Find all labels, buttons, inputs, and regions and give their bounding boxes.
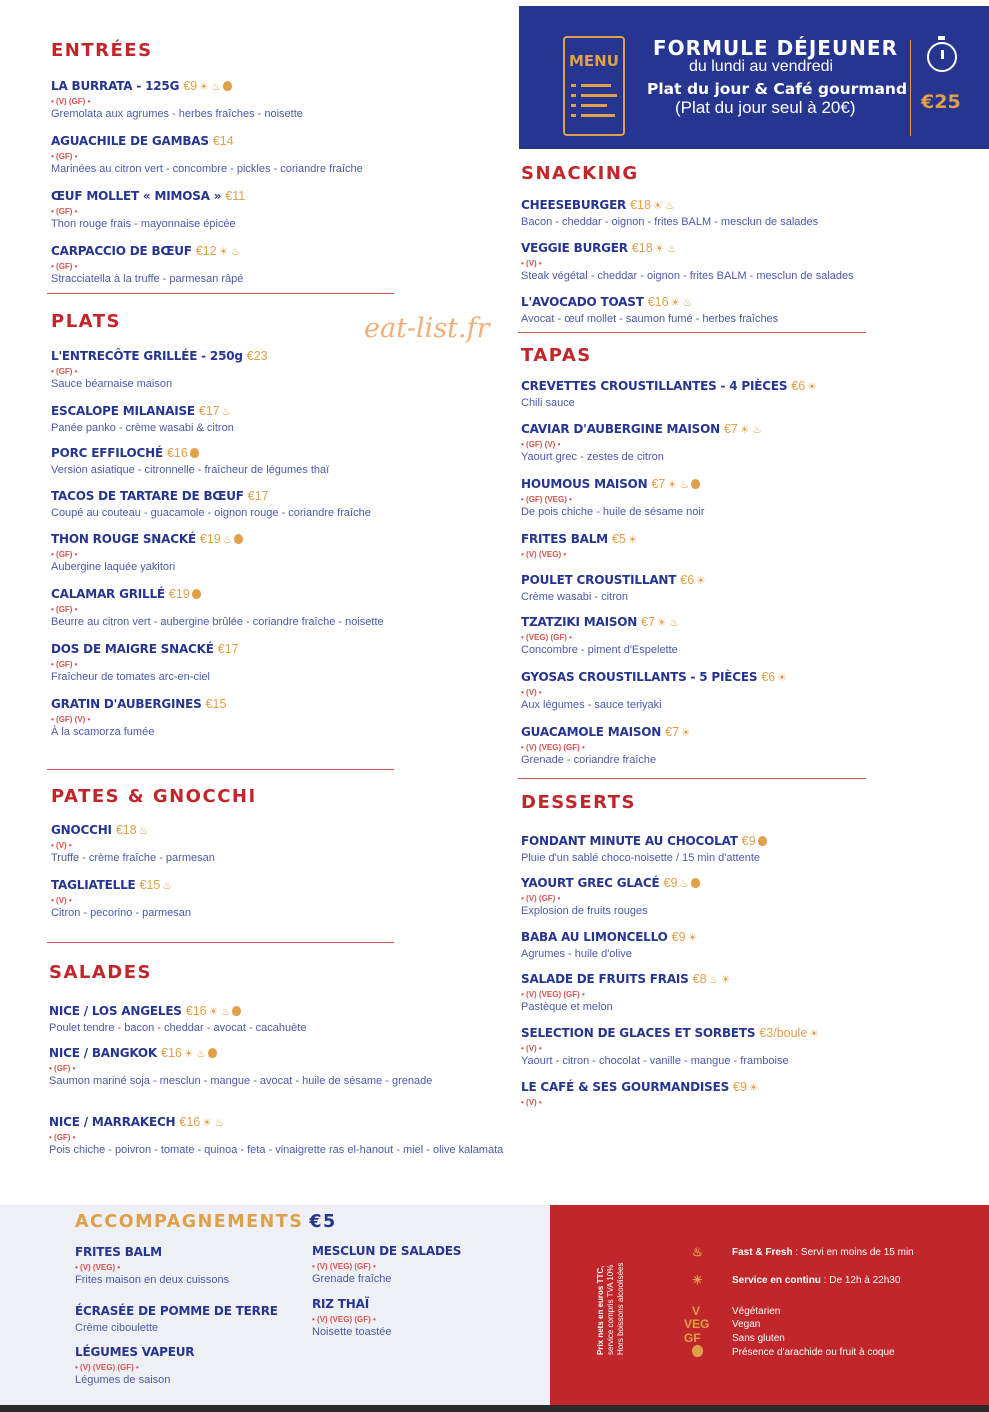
menu-item-gyosas-croustillants-5-pieces: [521, 668, 787, 711]
item-description: Pluie d'un sablé choco-noisette / 15 min d'attente: [521, 852, 761, 864]
item-name: TACOS DE TARTARE DE BŒUF: [51, 489, 244, 503]
item-name: VEGGIE BURGER: [521, 241, 628, 255]
section-title-pates: PATES & GNOCCHI: [51, 786, 257, 807]
item-description: Thon rouge frais - mayonnaise épicée: [51, 218, 236, 230]
item-description: Coupé au couteau - guacamole - oignon rouge - coriandre fraîche: [51, 507, 371, 519]
item-description: Aubergine laquée yakitori: [51, 561, 176, 573]
item-price: €6: [680, 573, 695, 587]
item-price: €16: [185, 1004, 207, 1018]
item-description: Avocat - œuf mollet - saumon fumé - herbes fraîches: [521, 313, 779, 325]
menu-item-tacos-de-tartare-de-b-uf: [51, 487, 371, 519]
side-item-legumes-vapeur: [75, 1343, 194, 1386]
service-icons: ☀: [627, 534, 638, 546]
service-icons: ☀ ♨: [739, 424, 762, 436]
item-name: ŒUF MOLLET « MIMOSA »: [51, 189, 222, 203]
divider: [47, 769, 394, 770]
item-description: À la scamorza fumée: [51, 726, 155, 738]
item-tags: • (V) •: [521, 1044, 542, 1053]
nut-icon: [234, 534, 243, 544]
service-icons: ☀: [687, 932, 697, 944]
item-tags: • (V) (VEG) (GF) •: [312, 1262, 376, 1271]
timer-icon: [927, 42, 957, 72]
item-tags: • (GF) •: [51, 207, 78, 216]
item-tags: • (GF) •: [49, 1064, 76, 1073]
section-title-desserts: DESSERTS: [521, 792, 636, 813]
item-description: Agrumes - huile d'olive: [521, 948, 632, 960]
item-price: €19: [199, 532, 221, 546]
item-price: €7: [665, 725, 680, 739]
menu-item-veggie-burger: [521, 239, 854, 282]
item-name: LE CAFÉ & SES GOURMANDISES: [521, 1080, 730, 1094]
menu-item-l-entrecote-grillee-250g: [51, 347, 268, 390]
menu-item-gratin-d-aubergines: [51, 695, 226, 738]
service-icons: ☀ ♨: [654, 243, 677, 255]
item-description: Légumes de saison: [75, 1374, 171, 1386]
accompagnements-price: €5: [309, 1212, 337, 1232]
divider: [47, 942, 394, 943]
legend-text: Fast & Fresh : Servi en moins de 15 min: [732, 1247, 914, 1258]
item-description: Steak végétal - cheddar - oignon - frites BALM - mesclun de salades: [521, 270, 854, 282]
divider: [518, 778, 866, 779]
service-icons: ☀: [809, 1028, 819, 1040]
item-price: €15: [205, 697, 227, 711]
menu-item-nice-marrakech: [49, 1113, 503, 1156]
section-title-tapas: TAPAS: [521, 345, 592, 366]
item-description: Chili sauce: [521, 397, 575, 409]
nut-icon: [190, 448, 199, 458]
item-name: FONDANT MINUTE AU CHOCOLAT: [521, 834, 738, 848]
item-price: €23: [246, 349, 268, 363]
menu-item-thon-rouge-snacke: [51, 530, 243, 573]
price-notice: Prix nets en euros TTC, service compris TVA 10% Hors boissons alcoolisées: [596, 1262, 625, 1355]
formule-line1: Plat du jour & Café gourmand: [647, 80, 908, 98]
service-icons: ♨: [679, 878, 689, 890]
menu-item-selection-de-glaces-et-sorbets: [521, 1024, 819, 1067]
item-tags: • (GF) •: [51, 660, 78, 669]
formule-subtitle: du lundi au vendredi: [689, 58, 834, 75]
item-price: €3/boule: [759, 1026, 808, 1040]
item-tags: • (V) (VEG) (GF) •: [312, 1315, 376, 1324]
item-description: Noisette toastée: [312, 1326, 392, 1338]
item-name: MESCLUN DE SALADES: [312, 1244, 462, 1258]
formule-price: €25: [921, 91, 961, 113]
service-icons: ☀: [748, 1082, 759, 1094]
item-description: De pois chiche - huile de sésame noir: [521, 506, 705, 518]
menu-card-icon: [563, 36, 625, 136]
item-tags: • (GF) •: [51, 550, 78, 559]
menu-item-caviar-d-aubergine-maison: [521, 420, 762, 463]
service-icons: ☀ ♨: [218, 246, 241, 258]
item-tags: • (GF) (V) •: [521, 440, 561, 449]
item-price: €17: [217, 642, 239, 656]
menu-item-baba-au-limoncello: [521, 928, 697, 960]
item-tags: • (V) •: [51, 896, 72, 905]
item-tags: • (V) •: [521, 259, 542, 268]
service-icons: ♨: [221, 406, 232, 418]
menu-item-l-avocado-toast: [521, 293, 778, 325]
service-icons: ☀: [807, 381, 817, 393]
item-price: €9: [183, 79, 198, 93]
section-title-salades: SALADES: [49, 962, 152, 983]
menu-item-tzatziki-maison: [521, 613, 679, 656]
item-description: Citron - pecorino - parmesan: [51, 907, 192, 919]
item-tags: • (GF) •: [51, 367, 78, 376]
menu-item-guacamole-maison: [521, 723, 690, 766]
item-name: SALADE DE FRUITS FRAIS: [521, 972, 689, 986]
item-description: Poulet tendre - bacon - cheddar - avocat - cacahuète: [49, 1022, 307, 1034]
section-title-snacking: SNACKING: [521, 163, 639, 184]
item-name: LA BURRATA - 125G: [51, 79, 180, 93]
item-tags: • (GF) (VEG) •: [521, 495, 572, 504]
item-name: ÉCRASÉE DE POMME DE TERRE: [75, 1304, 278, 1318]
item-name: GNOCCHI: [51, 823, 112, 837]
item-tags: • (V) (VEG) •: [75, 1263, 121, 1272]
item-price: €6: [761, 670, 776, 684]
item-name: POULET CROUSTILLANT: [521, 573, 677, 587]
legend-band: [550, 1205, 989, 1412]
item-description: Concombre - piment d'Espelette: [521, 644, 678, 656]
menu-item-le-cafe-ses-gourmandises: [521, 1078, 758, 1107]
item-tags: • (V) (GF) •: [51, 97, 91, 106]
item-price: €9: [671, 930, 686, 944]
gluten-free-symbol: GF: [684, 1331, 701, 1345]
legend-text: Sans gluten: [732, 1333, 785, 1344]
section-title-entrees: ENTRÉES: [51, 40, 153, 61]
item-tags: • (V) (GF) •: [521, 894, 561, 903]
item-name: L'ENTRECÔTE GRILLÉE - 250g: [51, 349, 243, 363]
item-price: €19: [168, 587, 190, 601]
service-icons: ♨: [162, 880, 172, 892]
item-price: €16: [166, 446, 188, 460]
item-price: €18: [115, 823, 137, 837]
item-description: Pois chiche - poivron - tomate - quinoa - feta - vinaigrette ras el-hanout - miel - olive kalamata: [49, 1144, 504, 1156]
item-description: Grenade - coriandre fraîche: [521, 754, 657, 766]
item-name: GYOSAS CROUSTILLANTS - 5 PIÈCES: [521, 670, 758, 684]
item-name: RIZ THAÏ: [312, 1297, 369, 1311]
item-tags: • (V) (VEG) (GF) •: [75, 1363, 139, 1372]
menu-item-nice-bangkok: [49, 1044, 432, 1087]
item-price: €16: [161, 1046, 182, 1060]
item-name: L'AVOCADO TOAST: [521, 295, 644, 309]
item-description: Panée panko - crème wasabi & citron: [51, 422, 234, 434]
nut-icon: [208, 1048, 217, 1058]
item-name: TAGLIATELLE: [51, 878, 136, 892]
side-item-mesclun-de-salades: [312, 1242, 461, 1285]
item-description: Version asiatique - citronnelle - fraîcheur de légumes thaï: [51, 464, 330, 476]
item-name: HOUMOUS MAISON: [521, 477, 648, 491]
service-icons: ☀ ♨: [183, 1048, 206, 1060]
nut-icon: [232, 1006, 241, 1016]
item-name: DOS DE MAIGRE SNACKÉ: [51, 642, 214, 656]
item-description: Explosion de fruits rouges: [521, 905, 648, 917]
nut-icon: [691, 479, 700, 489]
nut-icon: [691, 878, 700, 888]
item-price: €9: [733, 1080, 747, 1094]
service-icons: ♨ ☀: [708, 974, 731, 986]
item-name: CARPACCIO DE BŒUF: [51, 244, 192, 258]
vegan-symbol: VEG: [684, 1317, 710, 1331]
menu-item-houmous-maison: [521, 475, 704, 518]
menu-item-porc-effiloche: [51, 444, 329, 476]
menu-item-frites-balm: [521, 530, 637, 559]
item-tags: • (V) (VEG) (GF) •: [521, 990, 585, 999]
item-description: Truffe - crème fraîche - parmesan: [51, 852, 215, 864]
formule-line2: (Plat du jour seul à 20€): [675, 98, 856, 117]
divider: [518, 332, 866, 333]
item-description: Crème wasabi - citron: [521, 591, 628, 603]
item-name: CALAMAR GRILLÉ: [51, 587, 165, 601]
item-tags: • (V) •: [51, 841, 72, 850]
item-name: CREVETTES CROUSTILLANTES - 4 PIÈCES: [521, 379, 788, 393]
vegetarian-symbol: V: [692, 1304, 701, 1318]
item-price: €16: [647, 295, 669, 309]
item-price: €17: [198, 404, 220, 418]
item-description: Aux légumes - sauce teriyaki: [521, 699, 662, 711]
item-description: Yaourt - citron - chocolat - vanille - mangue - framboise: [521, 1055, 789, 1067]
side-item-ecrasee-de-pomme-de-terre: [75, 1302, 278, 1334]
menu-item-uf-mollet-mimosa: [51, 187, 245, 230]
item-tags: • (V) (VEG) •: [521, 550, 567, 559]
service-icons: ♨: [222, 534, 233, 546]
service-icons: ☀ ♨: [657, 617, 679, 629]
formule-dejeuner-banner: [519, 6, 989, 149]
item-tags: • (VEG) (GF) •: [521, 633, 572, 642]
item-description: Crème ciboulette: [75, 1322, 159, 1334]
item-name: AGUACHILE DE GAMBAS: [51, 134, 209, 148]
legend-text: Service en continu : De 12h à 22h30: [732, 1275, 901, 1286]
legend-text: Vegan: [732, 1319, 761, 1330]
service-icons: ♨: [138, 825, 149, 837]
item-price: €15: [139, 878, 161, 892]
item-price: €8: [692, 972, 707, 986]
legend-text: Végétarien: [732, 1306, 781, 1317]
item-description: Fraîcheur de tomates arc-en-ciel: [51, 671, 210, 683]
item-price: €7: [651, 477, 666, 491]
service-icons: ☀ ♨: [652, 200, 675, 212]
item-tags: • (GF) (V) •: [51, 715, 91, 724]
nut-icon: [692, 1345, 703, 1359]
item-description: Grenade fraîche: [312, 1273, 392, 1285]
item-name: SELECTION DE GLACES ET SORBETS: [521, 1026, 756, 1040]
item-tags: • (GF) •: [49, 1133, 76, 1142]
nut-icon: [192, 589, 201, 599]
item-tags: • (GF) •: [51, 605, 78, 614]
menu-item-gnocchi: [51, 821, 215, 864]
nut-icon: [758, 836, 767, 846]
item-name: YAOURT GREC GLACÉ: [521, 876, 660, 890]
accompagnements-title: ACCOMPAGNEMENTS €5: [75, 1212, 337, 1232]
item-name: TZATZIKI MAISON: [521, 615, 638, 629]
side-item-frites-balm: [75, 1243, 229, 1286]
fast-fresh-icon: ♨: [692, 1245, 703, 1259]
menu-item-calamar-grille: [51, 585, 384, 628]
bottom-bar: [0, 1405, 989, 1412]
item-description: Stracciatella à la truffe - parmesan râpé: [51, 273, 244, 285]
item-name: NICE / MARRAKECH: [49, 1115, 176, 1129]
legend-text: Présence d'arachide ou fruit à coque: [732, 1347, 895, 1358]
item-price: €5: [611, 532, 626, 546]
service-icons: ☀ ♨: [199, 81, 221, 93]
item-price: €12: [195, 244, 217, 258]
menu-item-poulet-croustillant: [521, 571, 706, 603]
item-description: Marinées au citron vert - concombre - pickles - coriandre fraîche: [51, 163, 363, 175]
item-name: GUACAMOLE MAISON: [521, 725, 662, 739]
menu-item-la-burrata-125g: [51, 77, 303, 120]
item-name: THON ROUGE SNACKÉ: [51, 532, 196, 546]
item-price: €6: [791, 379, 806, 393]
item-name: GRATIN D'AUBERGINES: [51, 697, 202, 711]
service-icons: ☀ ♨: [202, 1117, 225, 1129]
menu-item-fondant-minute-au-chocolat: [521, 832, 767, 864]
item-name: NICE / BANGKOK: [49, 1046, 158, 1060]
side-item-riz-thai: [312, 1295, 392, 1338]
item-tags: • (GF) •: [51, 152, 78, 161]
service-icons: ☀ ♨: [667, 479, 690, 491]
sun-icon: ☀: [692, 1273, 703, 1287]
item-price: €7: [641, 615, 656, 629]
item-name: PORC EFFILOCHÉ: [51, 446, 163, 460]
watermark: eat-list.fr: [364, 313, 490, 344]
item-price: €9: [663, 876, 678, 890]
item-tags: • (V) (VEG) (GF) •: [521, 743, 585, 752]
item-description: Frites maison en deux cuissons: [75, 1274, 230, 1286]
menu-item-nice-los-angeles: [49, 1002, 306, 1034]
service-icons: ☀ ♨: [208, 1006, 231, 1018]
nut-icon: [223, 81, 232, 91]
item-description: Gremolata aux agrumes - herbes fraîches - noisette: [51, 108, 303, 120]
formule-title: FORMULE DÉJEUNER: [653, 36, 898, 60]
menu-item-yaourt-grec-glace: [521, 874, 700, 917]
item-name: ESCALOPE MILANAISE: [51, 404, 195, 418]
item-name: NICE / LOS ANGELES: [49, 1004, 182, 1018]
service-icons: ☀: [696, 575, 706, 587]
item-price: €7: [723, 422, 738, 436]
item-name: FRITES BALM: [521, 532, 608, 546]
item-tags: • (V) •: [521, 1098, 542, 1107]
service-icons: ☀: [681, 727, 691, 739]
item-price: €16: [179, 1115, 201, 1129]
item-price: €9: [741, 834, 756, 848]
item-price: €14: [212, 134, 234, 148]
service-icons: ☀: [777, 672, 787, 684]
menu-item-tagliatelle: [51, 876, 191, 919]
menu-item-escalope-milanaise: [51, 402, 234, 434]
item-description: Sauce béarnaise maison: [51, 378, 173, 390]
item-description: Bacon - cheddar - oignon - frites BALM - mesclun de salades: [521, 216, 819, 228]
menu-icon-label: MENU: [569, 52, 619, 70]
service-icons: ☀ ♨: [670, 297, 693, 309]
item-price: €18: [630, 198, 651, 212]
item-price: €18: [631, 241, 653, 255]
item-description: Yaourt grec - zestes de citron: [521, 451, 664, 463]
item-tags: • (V) •: [521, 688, 542, 697]
item-description: Beurre au citron vert - aubergine brûlée - coriandre fraîche - noisette: [51, 616, 384, 628]
item-description: Pastèque et melon: [521, 1001, 613, 1013]
formule-divider: [910, 40, 911, 136]
item-name: CHEESEBURGER: [521, 198, 627, 212]
item-description: Saumon mariné soja - mesclun - mangue - avocat - huile de sésame - grenade: [49, 1075, 433, 1087]
menu-item-crevettes-croustillantes-4-pieces: [521, 377, 817, 409]
menu-item-dos-de-maigre-snacke: [51, 640, 239, 683]
item-price: €17: [247, 489, 269, 503]
section-title-plats: PLATS: [51, 311, 121, 332]
menu-item-aguachile-de-gambas: [51, 132, 363, 175]
item-price: €11: [225, 189, 246, 203]
item-name: CAVIAR D'AUBERGINE MAISON: [521, 422, 720, 436]
item-tags: • (GF) •: [51, 262, 78, 271]
divider: [47, 293, 394, 294]
item-name: BABA AU LIMONCELLO: [521, 930, 668, 944]
item-name: LÉGUMES VAPEUR: [75, 1345, 195, 1359]
menu-item-carpaccio-de-b-uf: [51, 242, 243, 285]
item-name: FRITES BALM: [75, 1245, 162, 1259]
menu-item-cheeseburger: [521, 196, 818, 228]
menu-item-salade-de-fruits-frais: [521, 970, 730, 1013]
